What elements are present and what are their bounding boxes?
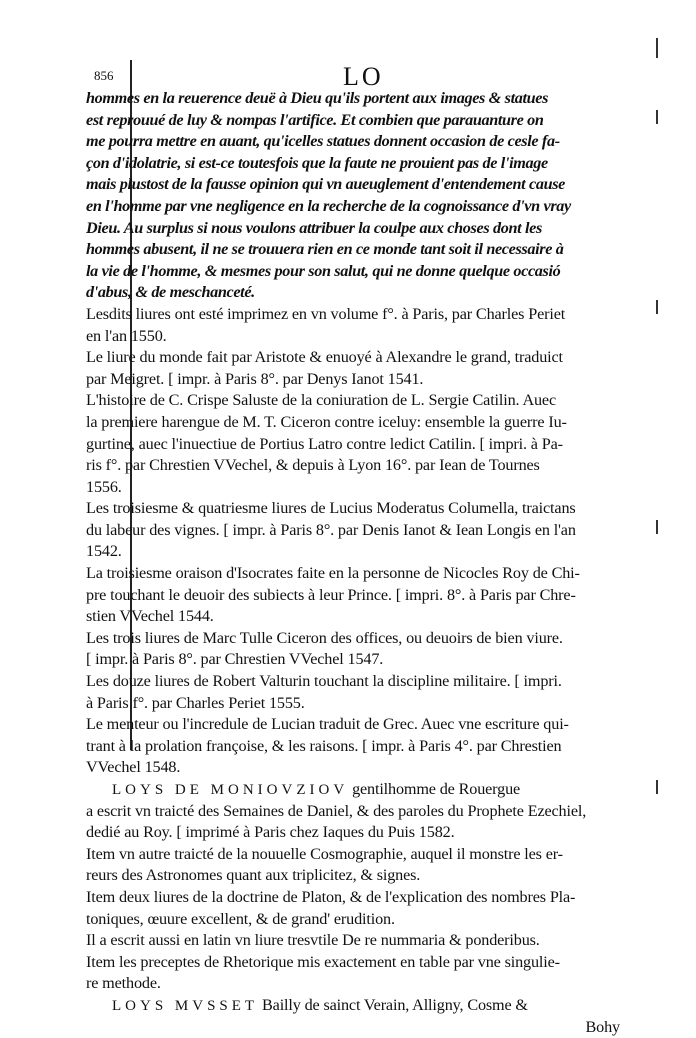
entry-line: gurtine, auec l'inuectiue de Portius Latro contre ledict Catilin. [ impri. à Pa-: [86, 434, 563, 453]
entry-line: pre touchant le deuoir des subiects à leur Prince. [ impri. 8°. à Paris par Chre-: [86, 585, 576, 604]
italic-line: est reprouué de luy & nompas l'artifice. Et combien que parauanture on: [86, 110, 544, 129]
edge-mark: [656, 520, 658, 534]
italic-line: çon d'idolatrie, si est-ce toutesfois que la faute ne prouient pas de l'image: [86, 153, 548, 172]
entry-line: du labeur des vignes. [ impr. à Paris 8°. par Denis Ianot & Iean Longis en l'an: [86, 520, 576, 539]
italic-line: en l'homme par vne negligence en la recherche de la cognoissance d'vn vray: [86, 196, 571, 215]
entry-line: Les troisiesme & quatriesme liures de Lucius Moderatus Columella, traictans: [86, 499, 576, 518]
italic-line: la vie de l'homme, & mesmes pour son salut, qui ne donne quelque occasió: [86, 261, 561, 280]
author-entry-monjouziou: [86, 779, 626, 995]
entry-line: [ impr. à Paris 8°. par Chrestien VVechel 1547.: [86, 650, 384, 669]
bibliography-entries: [86, 304, 626, 779]
author-title: gentilhomme de Rouergue: [352, 780, 521, 798]
entry-line: Le liure du monde fait par Aristote & enuoyé à Alexandre le grand, traduict: [86, 348, 563, 367]
edge-mark: [656, 780, 658, 794]
author-title: Bailly de sainct Verain, Alligny, Cosme &: [262, 995, 528, 1014]
author-heading-line: [86, 995, 626, 1017]
italic-line: hommes abusent, il ne se trouuera rien en ce monde tant soit il necessaire à: [86, 240, 564, 259]
entry-line: à Paris f°. par Charles Periet 1555.: [86, 693, 305, 712]
edge-mark: [656, 300, 658, 314]
entry-line: Il a escrit aussi en latin vn liure tresvtile De re nummaria & ponderibus.: [86, 931, 540, 950]
entry-line: Le menteur ou l'incredule de Lucian traduit de Grec. Auec vne escriture qui-: [86, 715, 569, 734]
entry-line: re methode.: [86, 974, 161, 993]
italic-line: hommes en la reuerence deuë à Dieu qu'ils portent aux images & statues: [86, 89, 549, 107]
entry-line: Lesdits liures ont esté imprimez en vn volume f°. à Paris, par Charles Periet: [86, 304, 566, 323]
entry-line: 1556.: [86, 477, 122, 496]
entry-line: la premiere harengue de M. T. Ciceron contre iceluy: ensemble la guerre Iu-: [86, 412, 567, 431]
italic-passage: [86, 88, 626, 304]
entry-line: stien VVechel 1544.: [86, 607, 214, 626]
entry-line: Les trois liures de Marc Tulle Ciceron des offices, ou deuoirs de bien viure.: [86, 628, 563, 647]
entry-line: trant à la prolation françoise, & les raisons. [ impr. à Paris 4°. par Chrestien: [86, 736, 562, 755]
italic-line: d'abus, & de meschanceté.: [86, 283, 255, 302]
entry-line: VVechel 1548.: [86, 758, 181, 777]
page-number: 856: [94, 68, 114, 83]
running-head: LO: [343, 62, 384, 91]
italic-line: me pourra mettre en auant, qu'icelles statues donnent occasion de cesle fa-: [86, 132, 560, 151]
entry-line: Les douze liures de Robert Valturin touchant la discipline militaire. [ impri.: [86, 672, 562, 691]
entry-line: Item les preceptes de Rhetorique mis exactement en table par vne singulie-: [86, 952, 560, 971]
entry-line: Bohy: [585, 1017, 620, 1036]
entry-line: 1542.: [86, 542, 122, 561]
entry-line: a escrit vn traicté des Semaines de Daniel, & des paroles du Prophete Ezechiel,: [86, 801, 587, 820]
author-heading-line: [86, 779, 626, 801]
author-entry-musset: [86, 995, 626, 1038]
edge-mark: [656, 110, 658, 124]
entry-line: Item deux liures de la doctrine de Platon, & de l'explication des nombres Pla-: [86, 887, 576, 906]
entry-line: ris f°. par Chrestien VVechel, & depuis à Lyon 16°. par Iean de Tournes: [86, 456, 540, 475]
italic-line: mais plustost de la fausse opinion qui vn aueuglement d'entendement cause: [86, 175, 566, 194]
entry-line: dedié au Roy. [ imprimé à Paris chez Iaques du Puis 1582.: [86, 823, 455, 842]
entry-line: L'histoire de C. Crispe Saluste de la coniuration de L. Sergie Catilin. Auec: [86, 391, 556, 410]
entry-line: en l'an 1550.: [86, 326, 167, 345]
entry-line: reurs des Astronomes quant aux triplicitez, & signes.: [86, 866, 421, 885]
entry-line: La troisiesme oraison d'Isocrates faite en la personne de Nicocles Roy de Chi-: [86, 564, 580, 583]
italic-line: Dieu. Au surplus si nous voulons attribuer la coulpe aux choses dont les: [86, 218, 542, 237]
entry-line: toniques, œuure excellent, & de grand' erudition.: [86, 909, 395, 928]
entry-line: par Meigret. [ impr. à Paris 8°. par Denys Ianot 1541.: [86, 369, 424, 388]
author-name: LOYS MVSSET: [112, 997, 259, 1014]
author-name: LOYS DE MONIOVZIOV: [112, 782, 349, 798]
entry-line: Item vn autre traicté de la nouuelle Cosmographie, auquel il monstre les er-: [86, 844, 563, 863]
page-body: [86, 88, 626, 1038]
edge-mark: [656, 38, 658, 58]
